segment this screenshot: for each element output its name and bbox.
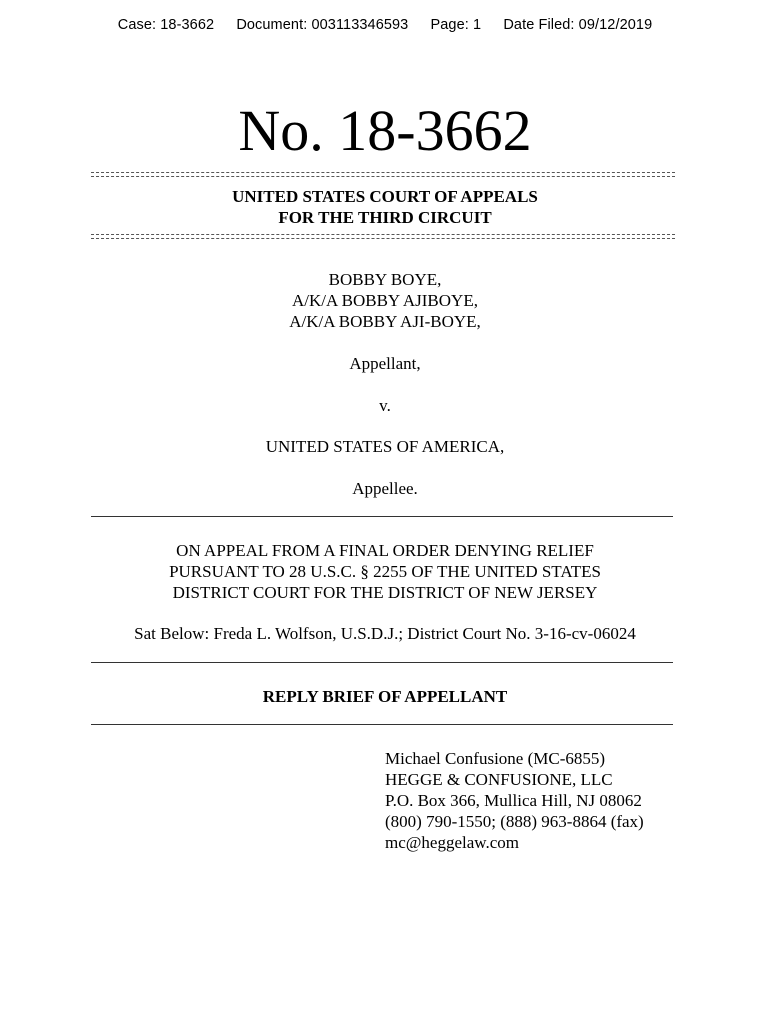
appellant-role: Appellant,: [349, 354, 421, 373]
court-name: [0, 186, 770, 228]
court-line-1: UNITED STATES COURT OF APPEALS: [232, 187, 538, 206]
counsel-address: P.O. Box 366, Mullica Hill, NJ 08062: [385, 791, 642, 810]
counsel-phone: (800) 790-1550; (888) 963-8864 (fax): [385, 812, 644, 831]
double-rule-top: [91, 170, 675, 180]
case-number: No. 18-3662: [238, 98, 532, 163]
appellant-name-line: A/K/A BOBBY AJIBOYE,: [292, 291, 478, 310]
versus: v.: [379, 396, 391, 415]
header-page: Page: 1: [430, 17, 482, 33]
brief-title: REPLY BRIEF OF APPELLANT: [262, 687, 508, 706]
header-case: Case: 18-3662: [117, 17, 215, 33]
appeal-description: [0, 540, 770, 603]
appellant-name-line: A/K/A BOBBY AJI-BOYE,: [289, 312, 481, 331]
appeal-line: DISTRICT COURT FOR THE DISTRICT OF NEW JERSEY: [172, 583, 598, 602]
header-date-filed: Date Filed: 09/12/2019: [503, 17, 653, 33]
counsel-name: Michael Confusione (MC-6855): [385, 749, 606, 768]
sat-below: Sat Below: Freda L. Wolfson, U.S.D.J.; District Court No. 3-16-cv-06024: [134, 624, 636, 643]
appeal-line: PURSUANT TO 28 U.S.C. § 2255 OF THE UNITED STATES: [169, 562, 601, 581]
court-line-2: FOR THE THIRD CIRCUIT: [278, 208, 492, 227]
rule-2: [91, 662, 673, 663]
counsel-block: [385, 748, 644, 853]
counsel-email: mc@heggelaw.com: [385, 833, 519, 852]
appellee-role: Appellee.: [352, 479, 418, 498]
appellant-name-line: BOBBY BOYE,: [328, 270, 442, 289]
appellee-name: UNITED STATES OF AMERICA,: [265, 437, 505, 456]
filing-header: [0, 17, 770, 33]
rule-3: [91, 724, 673, 725]
header-document: Document: 003113346593: [236, 17, 409, 33]
counsel-firm: HEGGE & CONFUSIONE, LLC: [385, 770, 613, 789]
double-rule-bottom: [91, 232, 675, 242]
rule-1: [91, 516, 673, 517]
appellant-names: [0, 269, 770, 332]
appeal-line: ON APPEAL FROM A FINAL ORDER DENYING RELIEF: [176, 541, 594, 560]
